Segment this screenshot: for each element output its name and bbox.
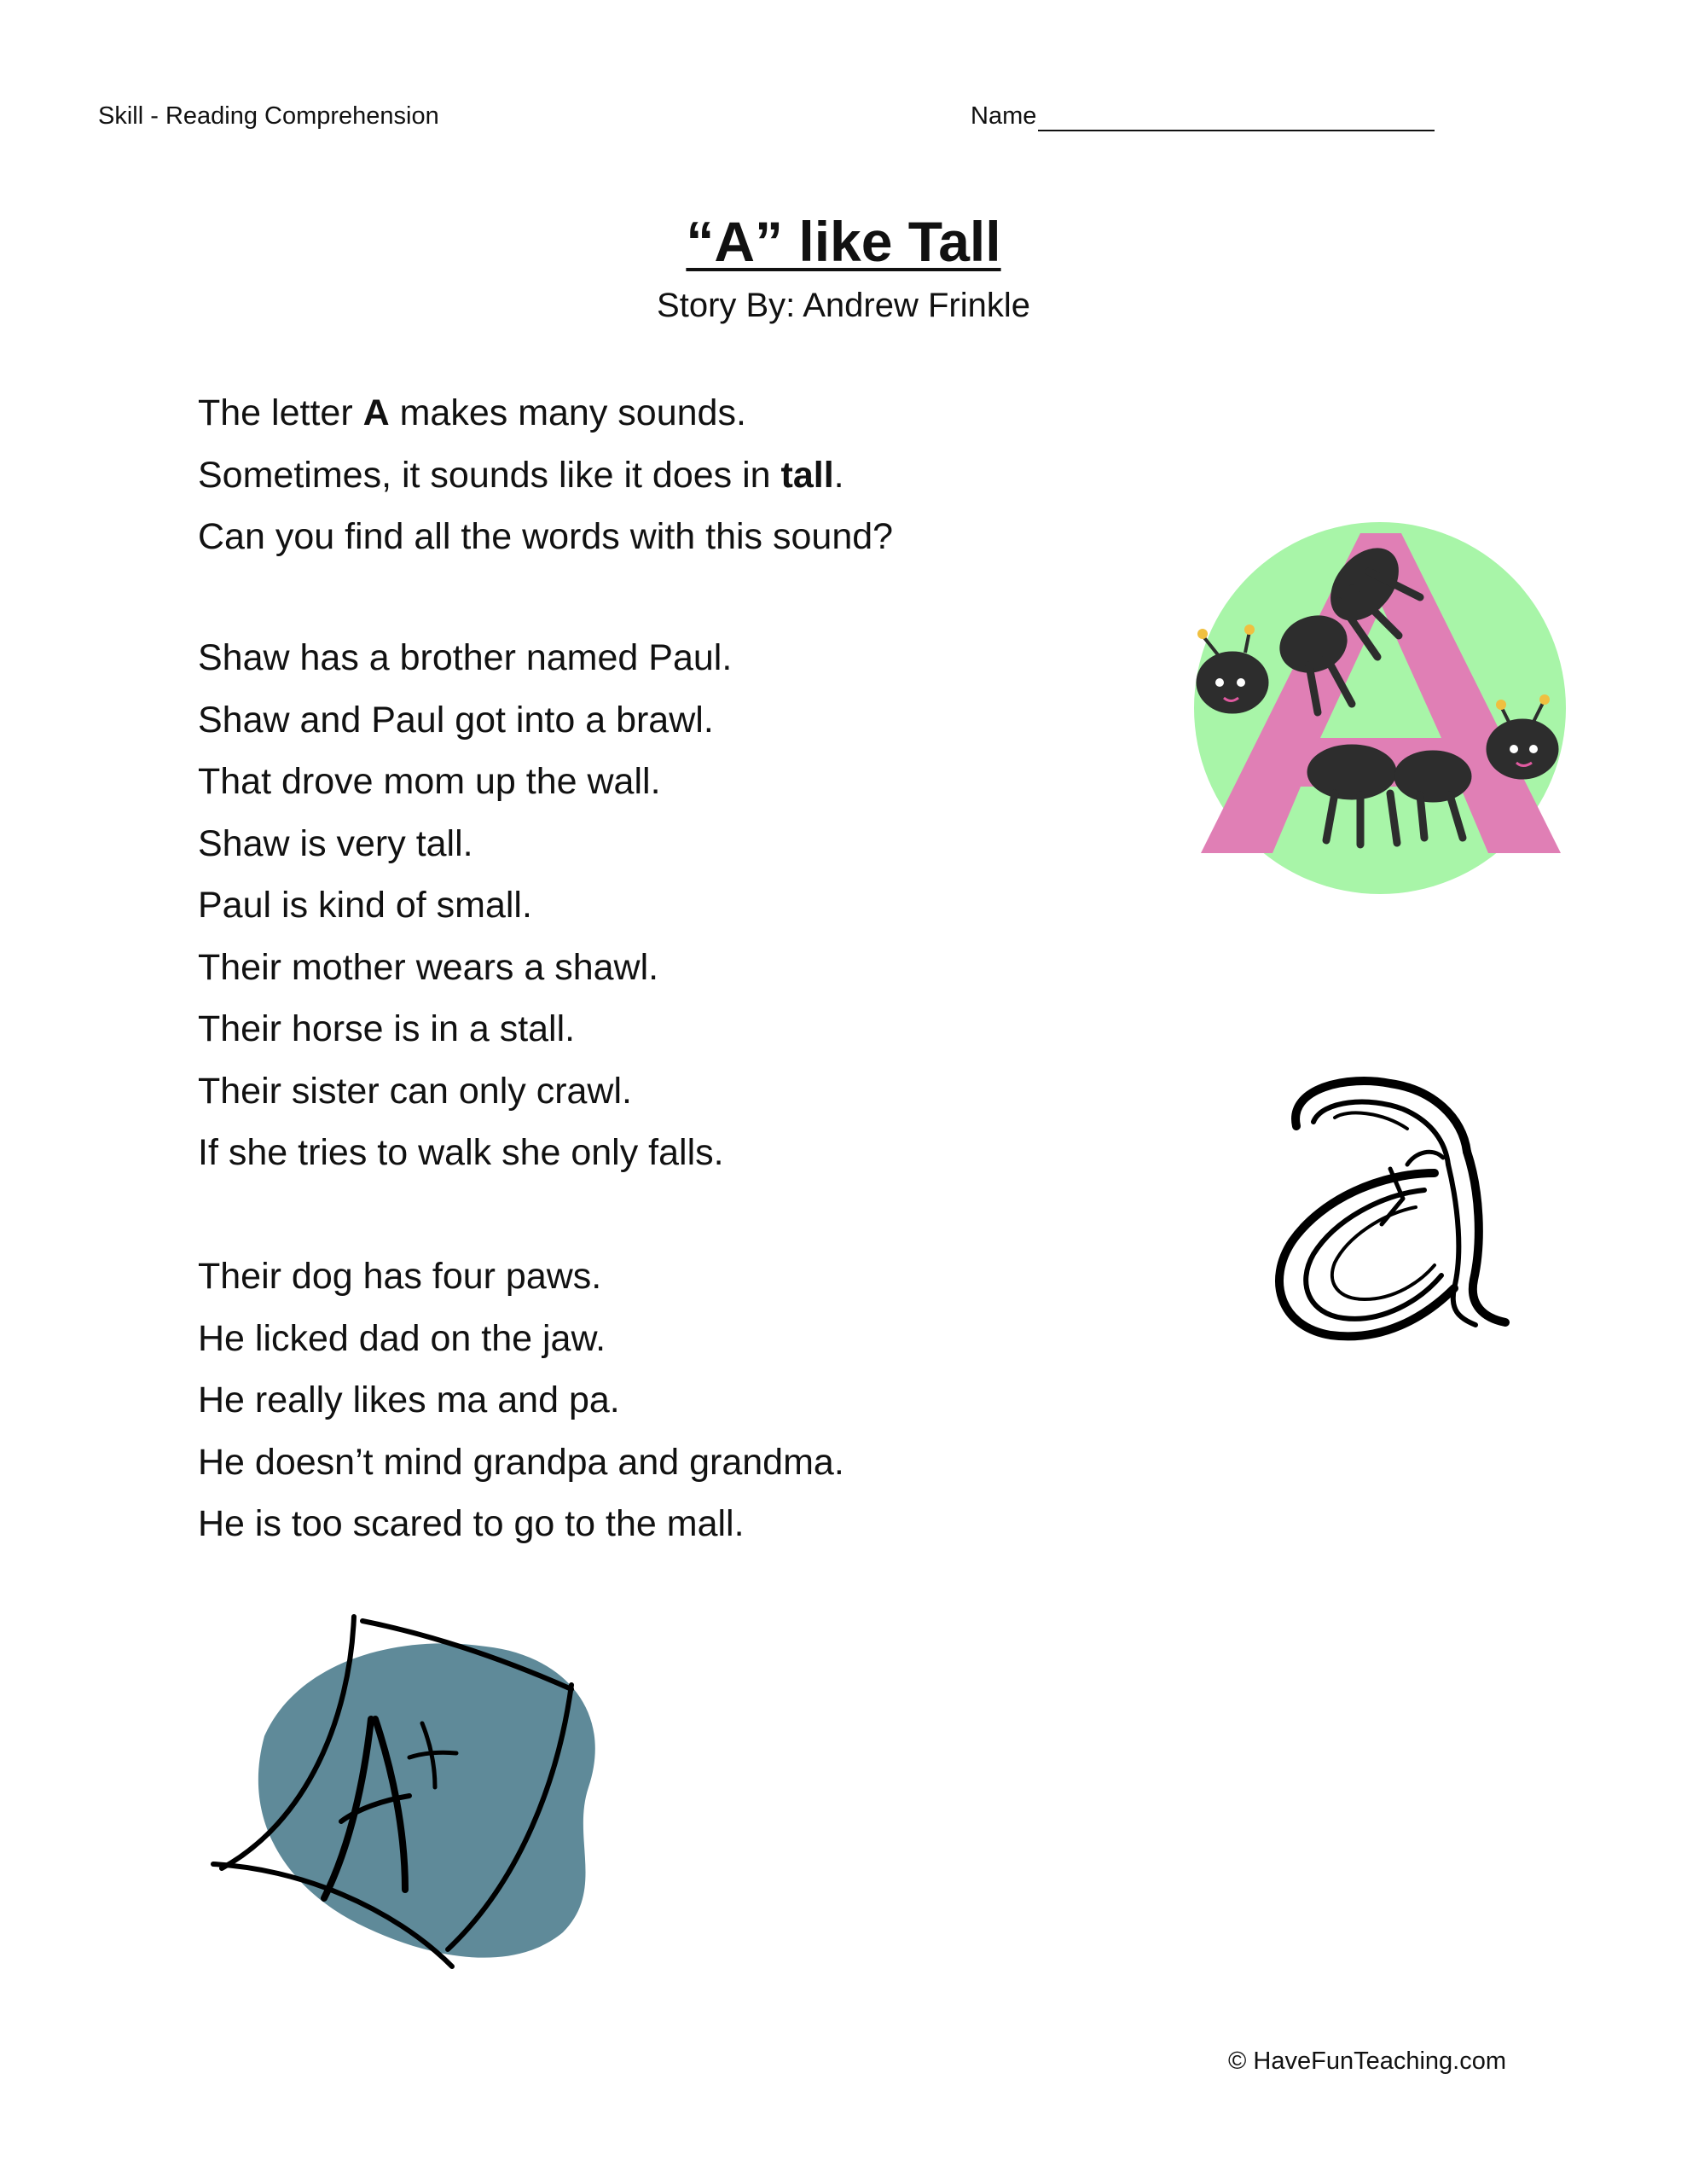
story-line: He really likes ma and pa. (198, 1380, 620, 1420)
skill-label: Skill - Reading Comprehension (98, 102, 439, 130)
intro-line-1: The letter A makes many sounds. (198, 392, 746, 433)
story-line: Shaw has a brother named Paul. (198, 637, 733, 678)
story-stanza-dog (198, 1246, 844, 1555)
name-field[interactable] (971, 101, 1435, 131)
story-line: Shaw is very tall. (198, 822, 473, 864)
story-line: Shaw and Paul got into a brawl. (198, 699, 714, 741)
intro-line-2: Sometimes, it sounds like it does in tall. (198, 454, 844, 496)
letter-a-bold: A (362, 392, 390, 433)
ornate-letter-a-icon (1254, 1071, 1527, 1352)
name-label: Name (971, 102, 1037, 130)
a-plus-grade-icon (205, 1608, 606, 1975)
story-line: That drove mom up the wall. (198, 761, 661, 802)
page-title (0, 207, 1687, 276)
story-line: Their sister can only crawl. (198, 1070, 632, 1112)
story-line: He licked dad on the jaw. (198, 1317, 606, 1359)
ants-on-letter-a-icon (1168, 520, 1578, 904)
tall-bold: tall (780, 454, 834, 496)
intro-line-3: Can you find all the words with this sound? (198, 516, 894, 557)
story-line: Their horse is in a stall. (198, 1008, 576, 1049)
story-line: He doesn’t mind grandpa and grandma. (198, 1441, 844, 1483)
copyright-footer: © HaveFunTeaching.com (1228, 2048, 1507, 2075)
name-blank-line[interactable] (1038, 106, 1435, 131)
title-text: “A” like Tall (686, 210, 1001, 273)
story-line: Their mother wears a shawl. (198, 946, 659, 988)
story-line: Paul is kind of small. (198, 885, 532, 926)
story-line: Their dog has four paws. (198, 1256, 602, 1297)
story-stanza-family (198, 627, 732, 1184)
ornate-letter-strokes (1279, 1081, 1505, 1336)
story-line: He is too scared to go to the mall. (198, 1503, 745, 1544)
story-line: If she tries to walk she only falls. (198, 1132, 724, 1173)
intro-stanza (198, 382, 893, 568)
story-byline: Story By: Andrew Frinkle (657, 287, 1030, 324)
